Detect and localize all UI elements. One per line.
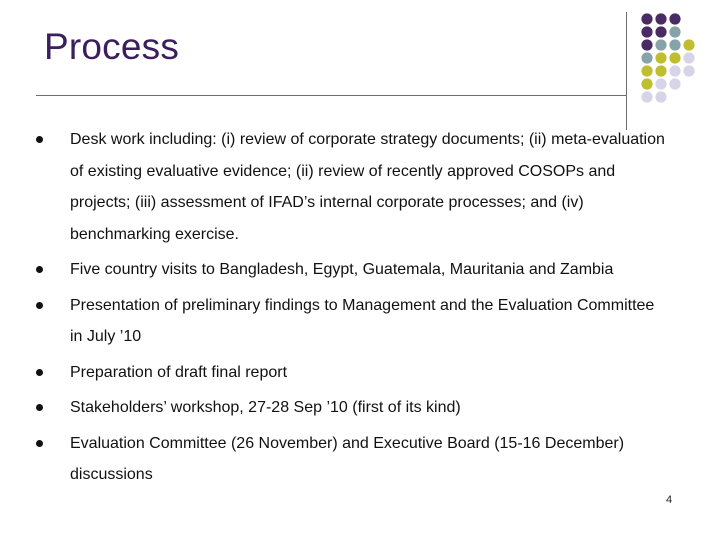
- decorative-dot: [655, 13, 666, 24]
- decorative-dot: [669, 26, 680, 37]
- decorative-dot: [669, 13, 680, 24]
- decorative-dot: [641, 91, 652, 102]
- decorative-dot: [683, 39, 694, 50]
- bullet-text: Preparation of draft final report: [70, 363, 288, 381]
- decorative-dot: [655, 91, 666, 102]
- bullet-item: [36, 357, 666, 389]
- bullet-dot-icon: [36, 369, 43, 376]
- decorative-dot: [669, 65, 680, 76]
- bullet-item: [36, 124, 666, 250]
- bullet-dot-icon: [36, 136, 43, 143]
- decorative-dot: [655, 52, 666, 63]
- decorative-dot: [655, 26, 666, 37]
- decorative-dot-grid: [640, 12, 720, 112]
- decorative-dot: [655, 65, 666, 76]
- title-divider: [36, 95, 626, 96]
- bullet-item: [36, 290, 666, 353]
- bullet-item: [36, 254, 666, 286]
- decorative-dot: [641, 39, 652, 50]
- bullet-dot-icon: [36, 266, 43, 273]
- decorative-dot: [641, 65, 652, 76]
- decorative-dot: [655, 78, 666, 89]
- bullet-text: Five country visits to Bangladesh, Egypt, Guatemala, Mauritania and Zambia: [70, 261, 614, 278]
- bullet-dot-icon: [36, 404, 43, 411]
- decorative-dot: [683, 65, 694, 76]
- bullet-dot-icon: [36, 440, 43, 447]
- vertical-divider: [626, 12, 627, 130]
- decorative-dot: [655, 39, 666, 50]
- decorative-dot: [669, 52, 680, 63]
- decorative-dot: [683, 52, 694, 63]
- decorative-dot: [641, 78, 652, 89]
- decorative-dot: [669, 78, 680, 89]
- bullet-text: Presentation of preliminary findings to Management and the Evaluation Committee in July ’10: [70, 296, 655, 345]
- bullet-item: [36, 428, 666, 491]
- bullet-dot-icon: [36, 302, 43, 309]
- decorative-dot: [641, 26, 652, 37]
- decorative-dot: [641, 13, 652, 24]
- bullet-text: Stakeholders’ workshop, 27-28 Sep ’10 (first of its kind): [70, 399, 461, 416]
- bullet-text: Evaluation Committee (26 November) and Executive Board (15-16 December) discussions: [70, 434, 625, 483]
- slide-title: Process: [44, 26, 180, 67]
- decorative-dot: [669, 39, 680, 50]
- bullet-item: [36, 392, 666, 424]
- decorative-dot: [641, 52, 652, 63]
- bullet-list: [36, 124, 666, 495]
- page-number: 4: [666, 494, 673, 506]
- bullet-text: Desk work including: (i) review of corporate strategy documents; (ii) meta-evaluation of existing evaluative evidence; (ii) review of recently approved COSOPs and projects; (iii) assessment of IFAD’s internal corporate processes; and (iv) benchmarking exercise.: [70, 131, 665, 243]
